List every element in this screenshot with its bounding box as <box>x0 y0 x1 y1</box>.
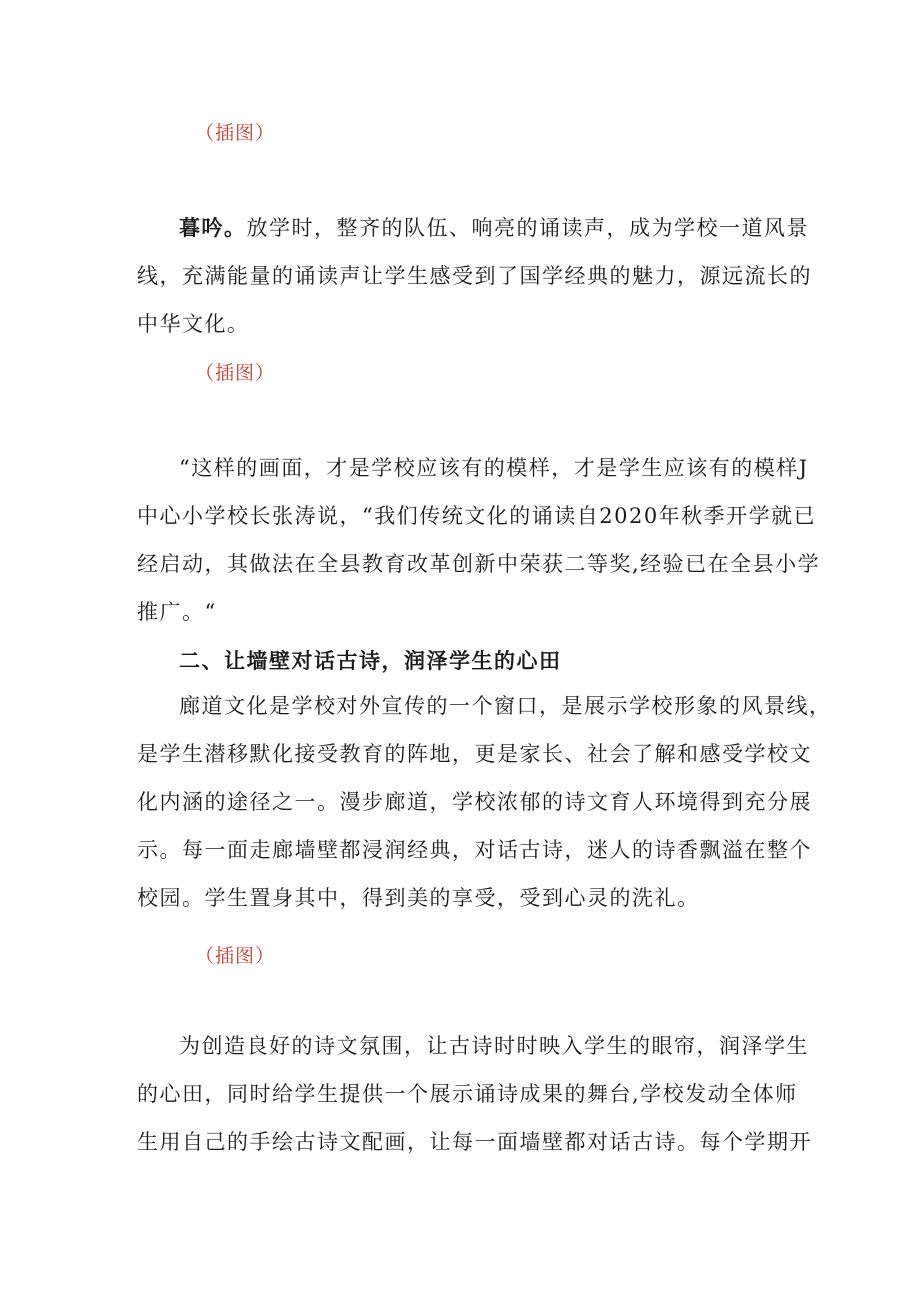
paragraph-line: 是学生潜移默化接受教育的阵地，更是家长、社会了解和感受学校文 <box>137 742 812 766</box>
paragraph-line: 经启动，其做法在全县教育改革创新中荣获二等奖,经验已在全县小学 <box>137 552 821 576</box>
illustration-caption: （插图） <box>195 122 276 144</box>
section-heading: 二、让墙壁对话古诗，润泽学生的心田 <box>179 648 562 673</box>
paragraph-line: 的心田，同时给学生提供一个展示诵诗成果的舞台,学校发动全体师 <box>137 1082 798 1106</box>
paragraph-text: 放学时，整齐的队伍、响亮的诵读声，成为学校一道风景 <box>246 216 809 240</box>
paragraph-line: 校园。学生置身其中，得到美的享受，受到心灵的洗礼。 <box>137 886 700 910</box>
paragraph-line: 中华文化。 <box>137 312 250 336</box>
paragraph-line: 化内涵的途径之一。漫步廊道，学校浓郁的诗文育人环境得到充分展 <box>137 790 812 814</box>
paragraph-poetry-atmosphere <box>137 1022 812 1166</box>
paragraph-line: 中心小学校长张涛说，“我们传统文化的诵读自2020年秋季开学就已 <box>137 504 817 528</box>
paragraph-principal-quote <box>137 444 821 636</box>
paragraph-line: 生用自己的手绘古诗文配画，让每一面墙壁都对话古诗。每个学期开 <box>137 1130 812 1154</box>
paragraph-evening-recitation <box>137 204 812 348</box>
illustration-caption: （插图） <box>195 362 276 384</box>
paragraph-line <box>137 204 809 252</box>
paragraph-corridor-culture <box>137 682 832 922</box>
paragraph-line: “这样的画面，才是学校应该有的模样，才是学生应该有的模样J <box>179 456 809 480</box>
illustration-caption: （插图） <box>195 945 276 967</box>
paragraph-line: 示。每一面走廊墙壁都浸润经典，对话古诗，迷人的诗香飘溢在整个 <box>137 838 812 862</box>
paragraph-line: 为创造良好的诗文氛围，让古诗时时映入学生的眼帘，润泽学生 <box>179 1034 809 1058</box>
paragraph-line: 推广。“ <box>137 600 217 624</box>
paragraph-line: 廊道文化是学校对外宣传的一个窗口，是展示学校形象的风景线， <box>179 694 832 718</box>
paragraph-line: 线，充满能量的诵读声让学生感受到了国学经典的魅力，源远流长的 <box>137 264 812 288</box>
paragraph-lead: 暮吟。 <box>179 215 247 240</box>
